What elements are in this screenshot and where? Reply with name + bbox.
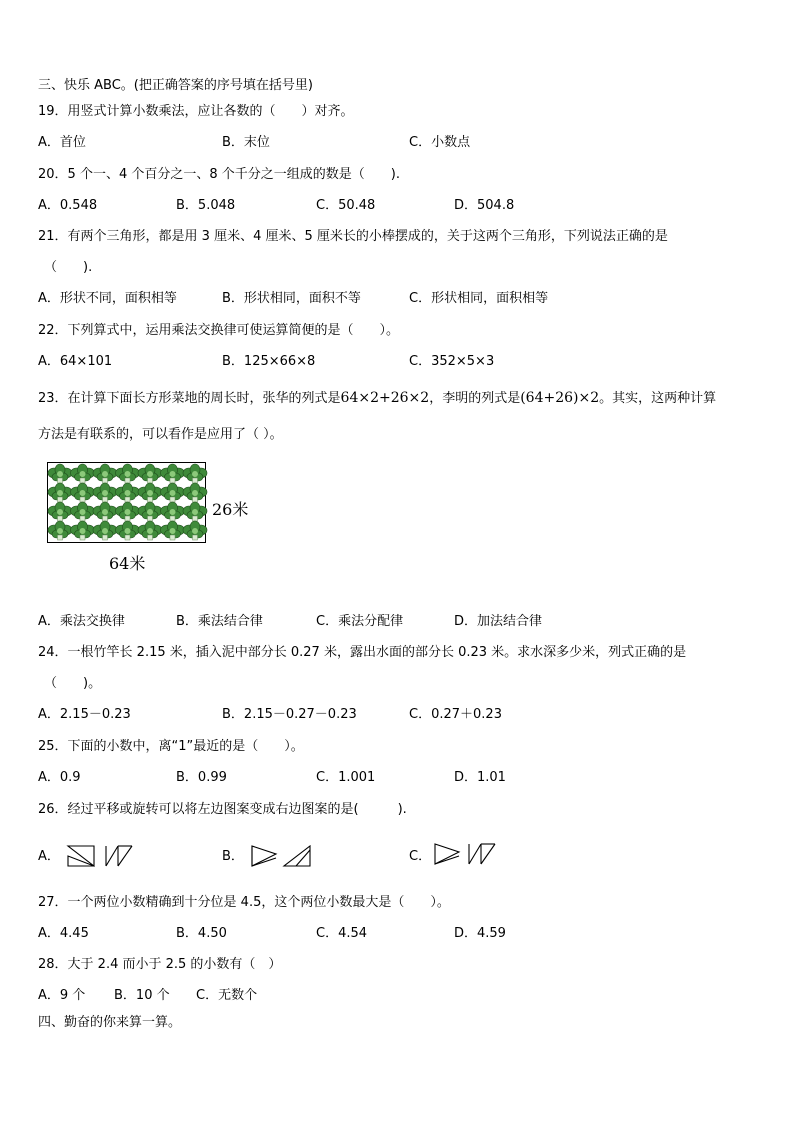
- cabbage-grid: [48, 463, 207, 544]
- cabbage-icon: [138, 521, 162, 540]
- q19-option-b: B．末位: [222, 135, 270, 150]
- q24-option-c: C．0.27＋0.23: [409, 707, 502, 722]
- cabbage-icon: [183, 502, 207, 521]
- q23-option-b: B．乘法结合律: [176, 614, 263, 629]
- cabbage-icon: [48, 483, 72, 502]
- question-22-stem: 22．下列算式中，运用乘法交换律可使运算简便的是（ ）。: [38, 323, 400, 338]
- q23-formula-zhanghua: 64×2+26×2: [340, 390, 430, 406]
- cabbage-icon: [183, 464, 207, 483]
- q28-option-b: B．10 个: [114, 988, 170, 1003]
- cabbage-icon: [116, 502, 140, 521]
- q20-option-b: B．5.048: [176, 198, 236, 213]
- q25-option-a: A．0.9: [38, 770, 81, 785]
- cabbage-icon: [138, 483, 162, 502]
- question-25-stem: 25．下面的小数中，离“1”最近的是（ ）。: [38, 739, 304, 754]
- question-23-stem: [38, 390, 716, 407]
- q28-option-c: C．无数个: [196, 988, 258, 1003]
- cabbage-icon: [183, 521, 207, 540]
- q23-stem-part-a: 23．在计算下面长方形菜地的周长时，张华的列式是: [38, 391, 341, 406]
- cabbage-icon: [161, 483, 185, 502]
- q22-option-c: C．352×5×3: [409, 354, 495, 369]
- q26-option-c-pattern: [433, 840, 503, 866]
- q25-option-b: B．0.99: [176, 770, 227, 785]
- cabbage-icon: [93, 502, 117, 521]
- section-3-title: 三、快乐 ABC。(把正确答案的序号填在括号里): [38, 78, 313, 93]
- cabbage-icon: [71, 521, 95, 540]
- q26-option-a-pattern: [66, 842, 136, 868]
- section-4-title: 四、勤奋的你来算一算。: [38, 1015, 182, 1030]
- cabbage-icon: [116, 521, 140, 540]
- cabbage-icon: [138, 464, 162, 483]
- cabbage-icon: [183, 483, 207, 502]
- cabbage-icon: [71, 502, 95, 521]
- q24-option-b: B．2.15－0.27－0.23: [222, 707, 357, 722]
- q23-formula-liming: (64+26)×2: [520, 390, 600, 406]
- q26-option-b: B．: [222, 849, 244, 864]
- cabbage-icon: [116, 483, 140, 502]
- q20-option-d: D．504.8: [454, 198, 515, 213]
- q23-option-a: A．乘法交换律: [38, 614, 125, 629]
- cabbage-icon: [138, 502, 162, 521]
- vegetable-plot-rectangle: [47, 462, 206, 543]
- cabbage-icon: [161, 521, 185, 540]
- q19-option-c: C．小数点: [409, 135, 471, 150]
- q26-option-a: A．: [38, 849, 60, 864]
- q23-option-c: C．乘法分配律: [316, 614, 404, 629]
- cabbage-icon: [48, 521, 72, 540]
- q27-option-a: A．4.45: [38, 926, 89, 941]
- q25-option-c: C．1.001: [316, 770, 376, 785]
- q21-option-c: C．形状相同，面积相等: [409, 291, 549, 306]
- cabbage-icon: [48, 502, 72, 521]
- question-24-stem-cont: （ )。: [44, 676, 102, 691]
- q27-option-d: D．4.59: [454, 926, 506, 941]
- question-21-stem-cont: （ ).: [44, 260, 93, 275]
- q21-option-b: B．形状相同，面积不等: [222, 291, 361, 306]
- cabbage-icon: [93, 521, 117, 540]
- q27-option-b: B．4.50: [176, 926, 227, 941]
- q20-option-a: A．0.548: [38, 198, 98, 213]
- cabbage-icon: [48, 464, 72, 483]
- cabbage-icon: [93, 464, 117, 483]
- question-23-stem-cont: 方法是有联系的，可以看作是应用了（ ）。: [38, 427, 283, 442]
- question-28-stem: 28．大于 2.4 而小于 2.5 的小数有（ ）: [38, 957, 282, 972]
- q26-option-c: C．: [409, 849, 432, 864]
- q20-option-c: C．50.48: [316, 198, 376, 213]
- q21-option-a: A．形状不同，面积相等: [38, 291, 177, 306]
- question-19-stem: 19．用竖式计算小数乘法，应让各数的（ ）对齐。: [38, 104, 354, 119]
- cabbage-icon: [71, 464, 95, 483]
- cabbage-icon: [161, 502, 185, 521]
- q26-option-b-pattern: [248, 842, 318, 868]
- q23-option-d: D．加法结合律: [454, 614, 543, 629]
- plot-height-label: 26米: [212, 500, 249, 519]
- q22-option-a: A．64×101: [38, 354, 113, 369]
- q23-stem-part-c: 。其实，这两种计算: [599, 391, 717, 406]
- question-20-stem: 20．5 个一、4 个百分之一、8 个千分之一组成的数是（ ).: [38, 167, 400, 182]
- q24-option-a: A．2.15－0.23: [38, 707, 131, 722]
- question-21-stem: 21．有两个三角形，都是用 3 厘米、4 厘米、5 厘米长的小棒摆成的，关于这两个三角形，下列说法正确的是: [38, 229, 668, 244]
- q28-option-a: A．9 个: [38, 988, 86, 1003]
- plot-width-label: 64米: [109, 554, 146, 573]
- question-27-stem: 27．一个两位小数精确到十分位是 4.5，这个两位小数最大是（ ）。: [38, 895, 450, 910]
- q27-option-c: C．4.54: [316, 926, 368, 941]
- q25-option-d: D．1.01: [454, 770, 506, 785]
- question-26-stem: 26．经过平移或旋转可以将左边图案变成右边图案的是( ).: [38, 802, 407, 817]
- q22-option-b: B．125×66×8: [222, 354, 316, 369]
- q23-stem-part-b: ，李明的列式是: [429, 391, 521, 406]
- cabbage-icon: [116, 464, 140, 483]
- q19-option-a: A．首位: [38, 135, 86, 150]
- cabbage-icon: [93, 483, 117, 502]
- question-24-stem: 24．一根竹竿长 2.15 米，插入泥中部分长 0.27 米，露出水面的部分长 0.23 米。求水深多少米，列式正确的是: [38, 645, 687, 660]
- cabbage-icon: [161, 464, 185, 483]
- cabbage-icon: [71, 483, 95, 502]
